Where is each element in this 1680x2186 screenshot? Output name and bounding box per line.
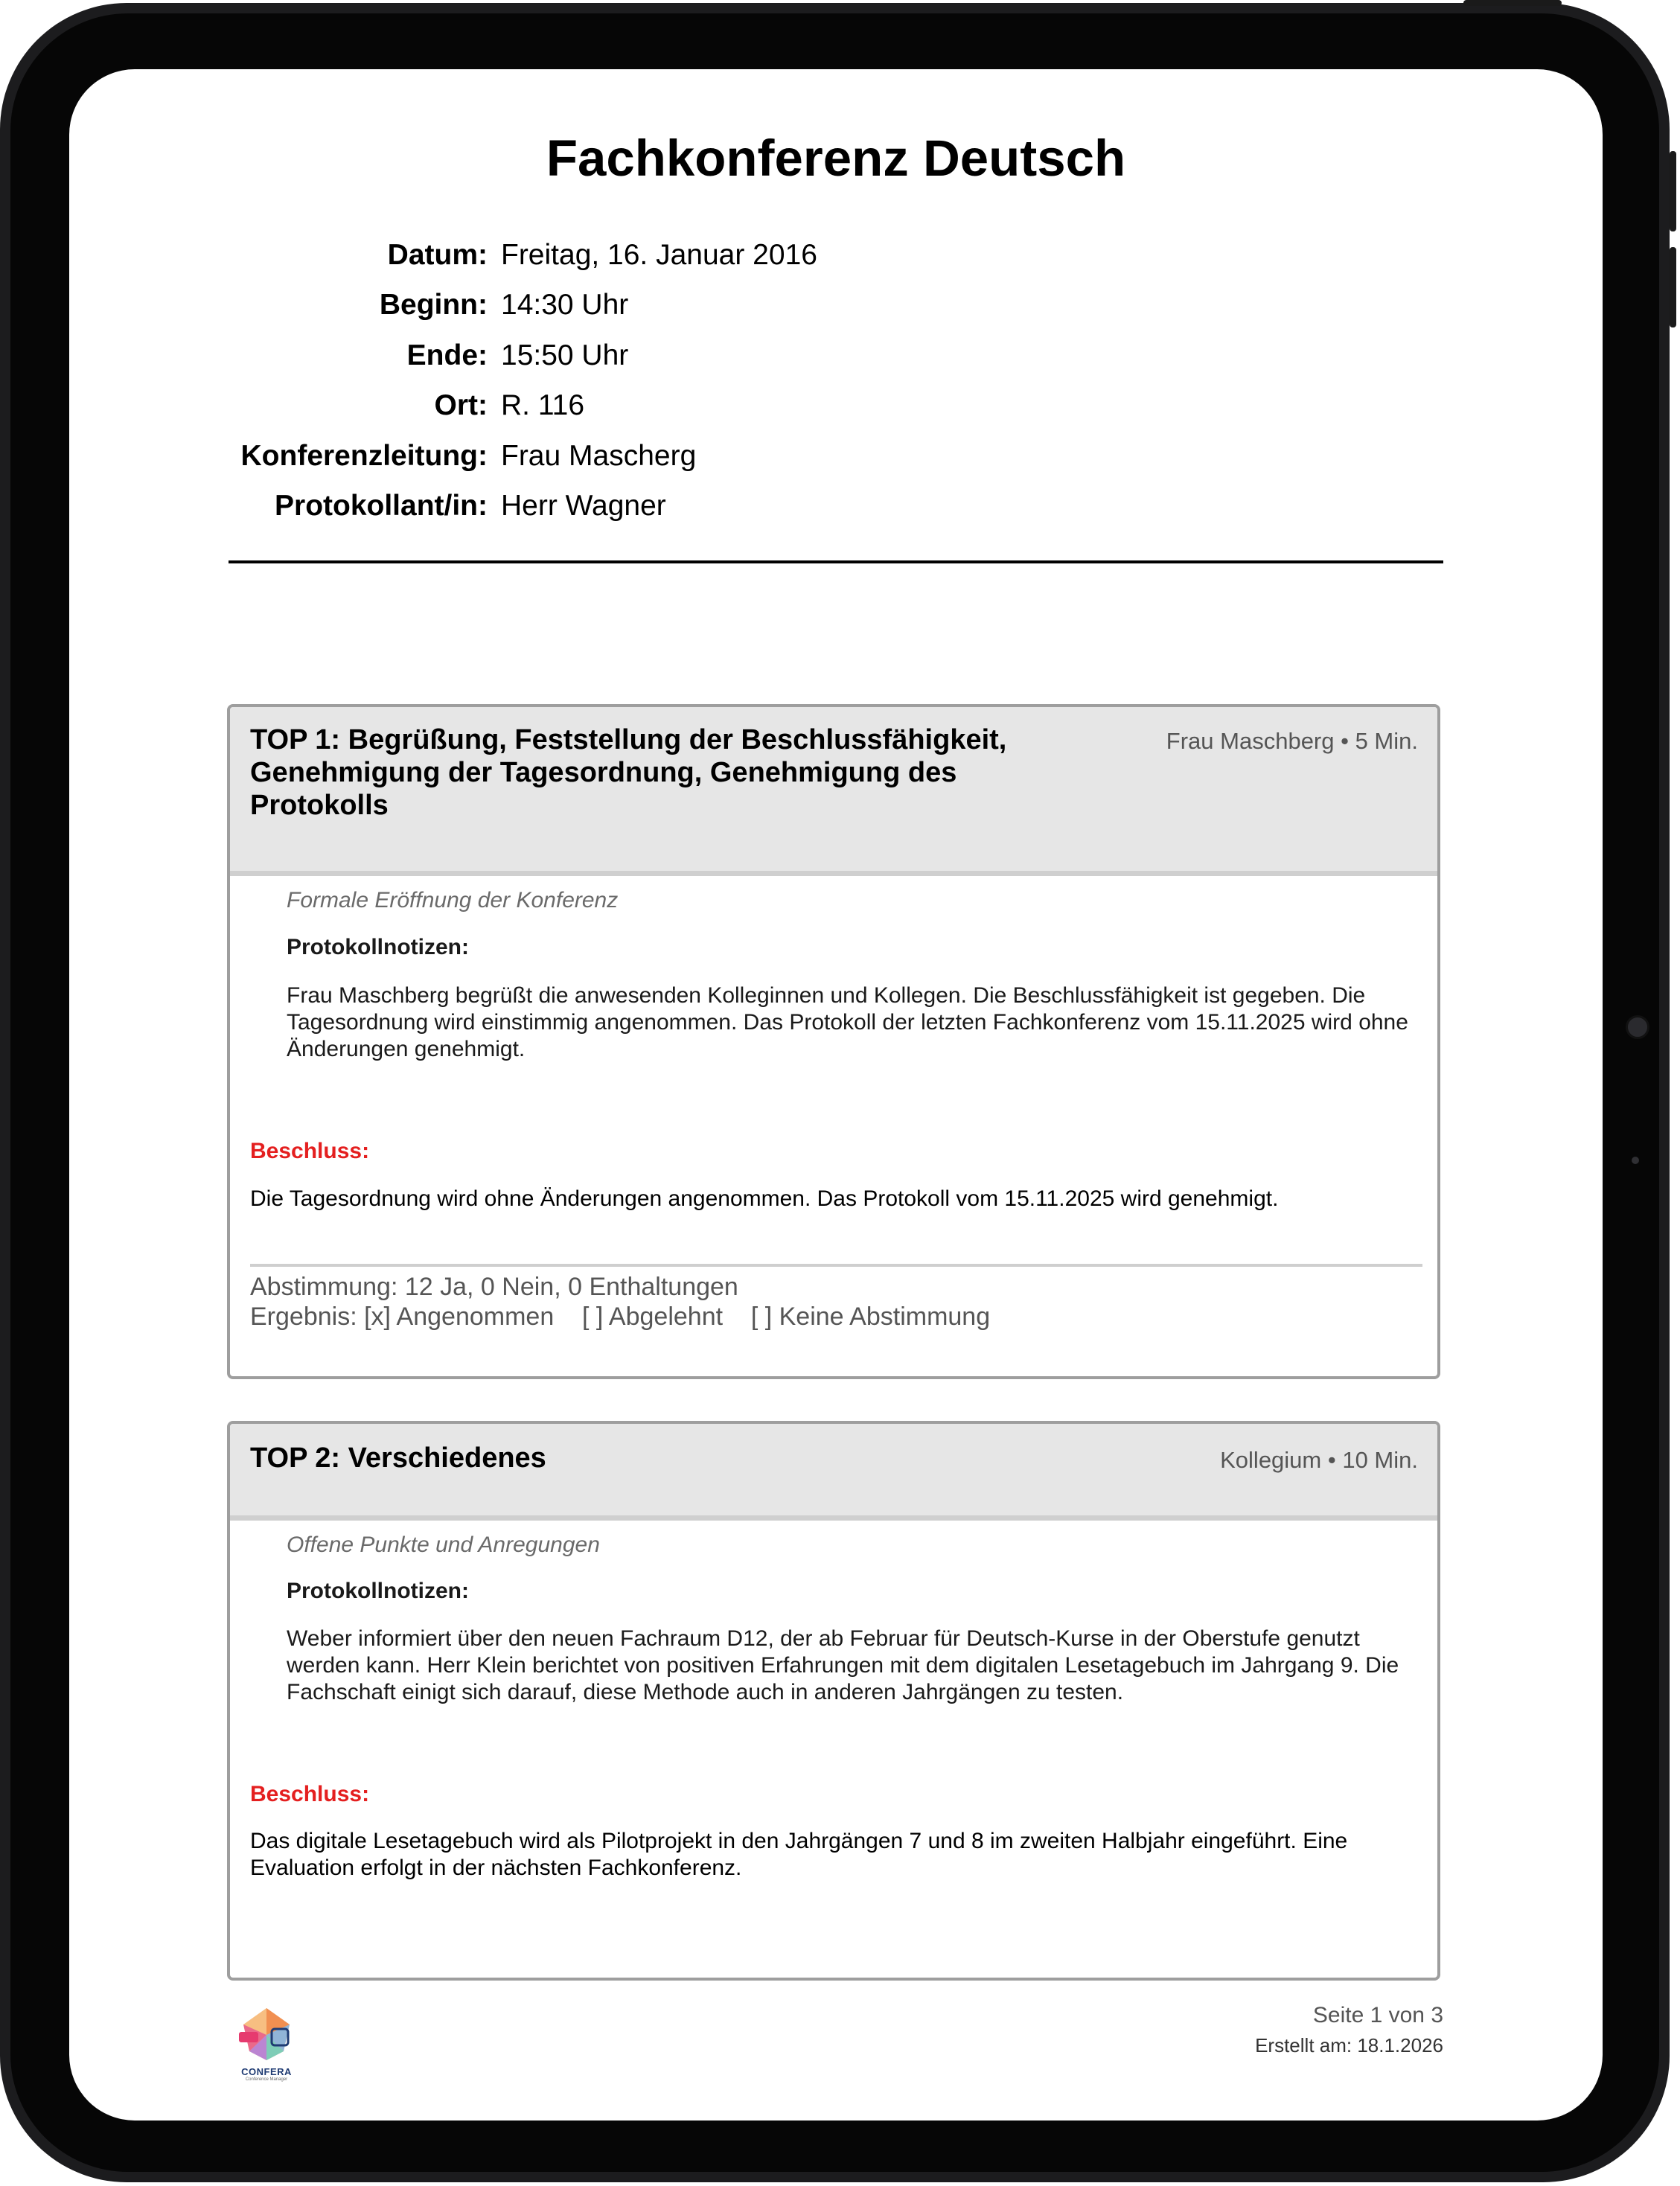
created-date: Erstellt am: 18.1.2026 [1255,2034,1443,2056]
meta-label: Datum: [387,238,488,271]
notes-text: Weber informiert über den neuen Fachraum D12, der ab Februar für Deutsch-Kurse in der Oberstufe genutzt werden kann. Herr Klein berichtet von positiven Erfahrungen mit dem digitalen Lesetagebuch im Jahrgang 9. Die Fachschaft einigt sich darauf, diese Methode auch in anderen Jahrgängen zu testen. [287,1626,1399,1704]
meta-label: Ende: [406,339,488,371]
meta-row-date [69,230,962,281]
meta-row-start [69,281,962,331]
vote-divider [250,1264,1422,1267]
confera-logo [234,2002,298,2084]
notes-label: Protokollnotizen: [287,1579,469,1603]
meta-value: Freitag, 16. Januar 2016 [501,238,817,271]
camera-icon [1626,1015,1649,1039]
meta-label: Ort: [434,389,488,422]
meta-value: 15:50 Uhr [501,339,629,371]
meta-value: Herr Wagner [501,490,666,522]
decision-label: Beschluss: [250,1139,370,1163]
agenda-item-meta: Frau Maschberg • 5 Min. [1166,728,1418,754]
agenda-item-header [230,1424,1437,1521]
meta-row-recorder [69,482,962,532]
decision-text: Die Tagesordnung wird ohne Änderungen angenommen. Das Protokoll vom 15.11.2025 wird genehmigt. [250,1186,1279,1211]
vote-result: Ergebnis: [x] Angenommen [ ] Abgelehnt [ ] Keine Abstimmung [250,1303,991,1331]
page-number: Seite 1 von 3 [1312,2003,1443,2027]
sensor-dot [1632,1157,1639,1164]
volume-up-button [1670,151,1676,231]
decision-label: Beschluss: [250,1782,370,1806]
top-button [1463,0,1562,6]
meta-label: Konferenzleitung: [240,439,488,472]
meta-label: Protokollant/in: [275,490,488,522]
agenda-item-title: TOP 1: Begrüßung, Feststellung der Beschlussfähigkeit, Genehmigung der Tagesordnung, Genehmigung des Protokolls [250,724,1007,821]
logo-subtext: Conference Manager [245,2077,288,2082]
notes-text: Frau Maschberg begrüßt die anwesenden Kolleginnen und Kollegen. Die Beschlussfähigkeit ist gegeben. Die Tagesordnung wird einstimmig angenommen. Das Protokoll der letzten Fachkonferenz vom 15.11.2025 wird ohne Änderungen genehmigt. [287,983,1408,1061]
document-title: Fachkonferenz Deutsch [546,130,1126,187]
header-divider [229,560,1443,563]
logo-icon [234,2002,298,2066]
meta-row-end [69,330,962,381]
agenda-item-description: Formale Eröffnung der Konferenz [287,888,619,913]
agenda-item-header [230,707,1437,876]
meta-row-location [69,381,962,432]
agenda-item-description: Offene Punkte und Anregungen [287,1533,600,1557]
meta-label: Beginn: [379,289,488,322]
notes-label: Protokollnotizen: [287,935,469,959]
agenda-item-meta: Kollegium • 10 Min. [1220,1447,1418,1473]
agenda-item-card [227,1421,1440,1981]
agenda-item-title: TOP 2: Verschiedenes [250,1442,546,1474]
decision-text: Das digitale Lesetagebuch wird als Pilotprojekt in den Jahrgängen 7 und 8 im zweiten Halbjahr eingeführt. Eine Evaluation erfolgt in der nächsten Fachkonferenz. [250,1829,1348,1880]
vote-count: Abstimmung: 12 Ja, 0 Nein, 0 Enthaltungen [250,1273,738,1301]
meeting-info [69,230,962,531]
screen [69,69,1603,2121]
meta-value: Frau Mascherg [501,439,697,472]
meta-value: 14:30 Uhr [501,289,629,322]
meta-value: R. 116 [501,389,585,422]
logo-text: CONFERA [241,2066,292,2077]
meta-row-chair [69,431,962,482]
agenda-item-card [227,704,1440,1379]
volume-down-button [1670,247,1676,327]
